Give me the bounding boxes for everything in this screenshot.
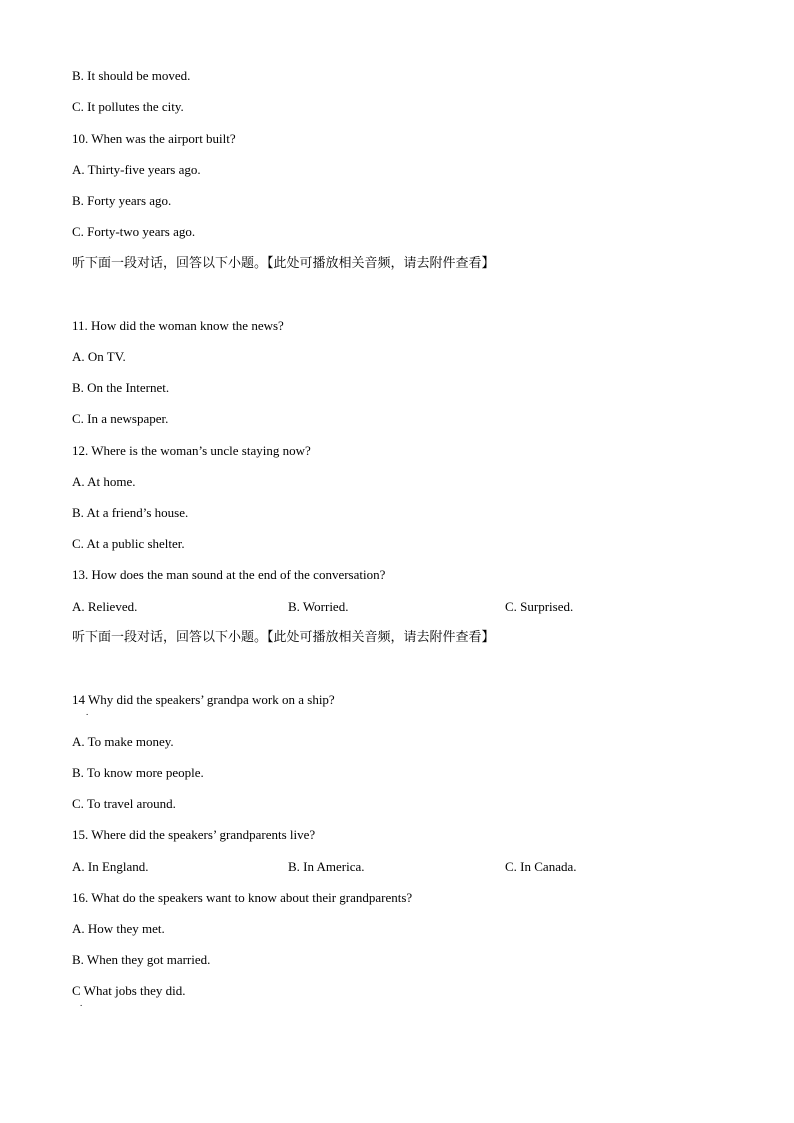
q15-question: 15. Where did the speakers’ grandparents live?	[72, 827, 316, 842]
q10-option-c: C. Forty-two years ago.	[72, 224, 196, 239]
q10-option-b: B. Forty years ago.	[72, 193, 172, 208]
q14-number-dot: .	[86, 707, 89, 717]
q14-option-c: C. To travel around.	[72, 796, 176, 811]
q15-option-b: B. In America.	[288, 859, 365, 874]
listening-instruction-1: 听下面一段对话，回答以下小题。【此处可播放相关音频，请去附件查看】	[72, 256, 495, 271]
q16-question: 16. What do the speakers want to know about their grandparents?	[72, 890, 413, 905]
q16-option-a: A. How they met.	[72, 921, 165, 936]
q9-option-c: C. It pollutes the city.	[72, 99, 184, 114]
q16-option-c: C What jobs they did.	[72, 983, 186, 998]
q14-question: 14 Why did the speakers’ grandpa work on a ship?	[72, 692, 335, 707]
q10-question: 10. When was the airport built?	[72, 131, 236, 146]
listening-instruction-2: 听下面一段对话，回答以下小题。【此处可播放相关音频，请去附件查看】	[72, 630, 495, 645]
q15-option-c: C. In Canada.	[505, 859, 577, 874]
q11-option-a: A. On TV.	[72, 349, 126, 364]
q12-option-a: A. At home.	[72, 474, 136, 489]
q15-option-a: A. In England.	[72, 859, 149, 874]
q11-option-b: B. On the Internet.	[72, 380, 170, 395]
q11-question: 11. How did the woman know the news?	[72, 318, 284, 333]
q13-question: 13. How does the man sound at the end of the conversation?	[72, 567, 386, 582]
q16-option-b: B. When they got married.	[72, 952, 211, 967]
q13-option-a: A. Relieved.	[72, 599, 138, 614]
q14-option-b: B. To know more people.	[72, 765, 204, 780]
q11-option-c: C. In a newspaper.	[72, 411, 169, 426]
q13-option-c: C. Surprised.	[505, 599, 574, 614]
q16-option-dot: .	[80, 998, 83, 1008]
q12-question: 12. Where is the woman’s uncle staying now?	[72, 443, 311, 458]
q12-option-c: C. At a public shelter.	[72, 536, 185, 551]
q13-option-b: B. Worried.	[288, 599, 349, 614]
q14-option-a: A. To make money.	[72, 734, 174, 749]
q12-option-b: B. At a friend’s house.	[72, 505, 189, 520]
q9-option-b: B. It should be moved.	[72, 68, 191, 83]
q10-option-a: A. Thirty-five years ago.	[72, 162, 201, 177]
